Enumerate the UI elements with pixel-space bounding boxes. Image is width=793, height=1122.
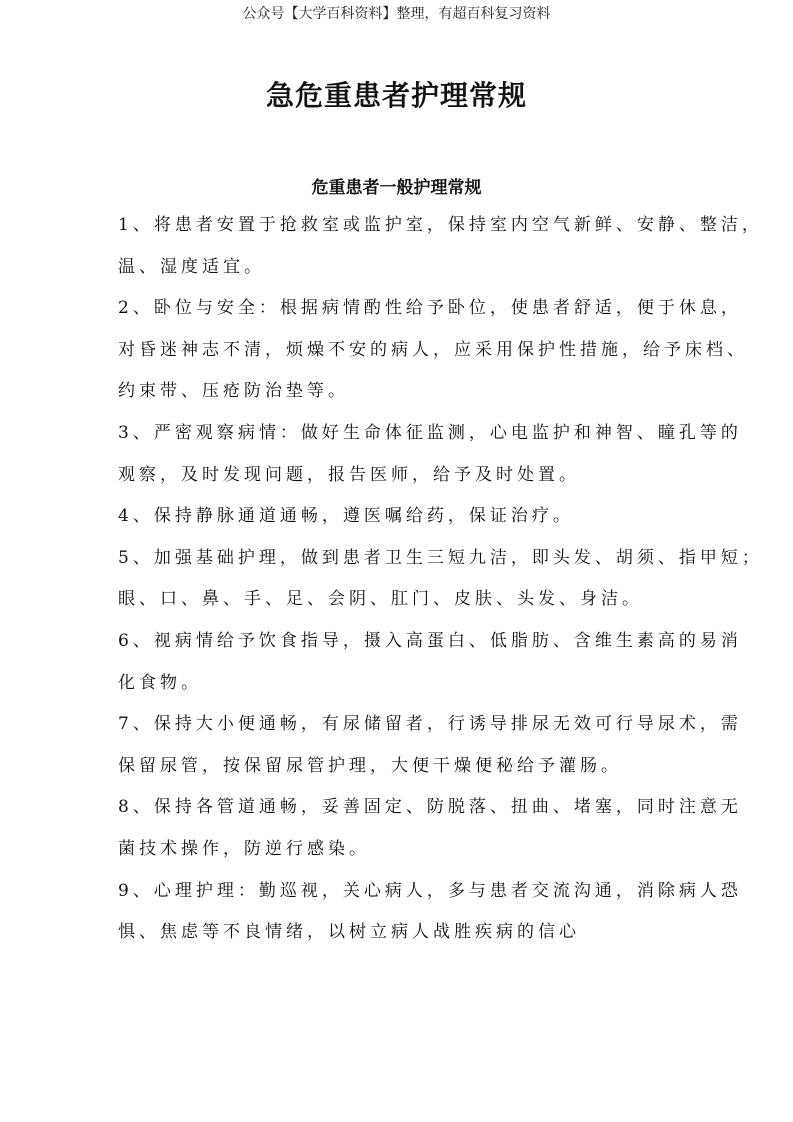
- document-title: 急危重患者护理常规: [265, 79, 527, 112]
- paragraph-line: 4、保持静脉通道通畅，遵医嘱给药，保证治疗。: [118, 506, 574, 527]
- section-title: 危重患者一般护理常规: [311, 178, 482, 198]
- paragraph-line: 保留尿管，按保留尿管护理，大便干燥便秘给予灌肠。: [118, 755, 622, 776]
- paragraph-line: 惧、焦虑等不良情绪，以树立病人战胜疾病的信心: [118, 922, 580, 943]
- paragraph-line: 温、湿度适宜。: [118, 256, 265, 277]
- paragraph-line: 1、将患者安置于抢救室或监护室，保持室内空气新鲜、安静、整洁，: [118, 215, 763, 235]
- paragraph-line: 2、卧位与安全：根据病情酌性给予卧位，使患者舒适，便于休息，: [118, 298, 742, 319]
- paragraph-line: 对昏迷神志不清，烦燥不安的病人，应采用保护性措施，给予床档、: [118, 339, 748, 360]
- paragraph-line: 观察，及时发现问题，报告医师，给予及时处置。: [118, 464, 580, 485]
- page-header: 公众号【大学百科资料】整理，有超百科复习资料: [242, 6, 551, 22]
- paragraph-line: 5、加强基础护理，做到患者卫生三短九洁，即头发、胡须、指甲短；: [118, 547, 763, 568]
- paragraph-line: 9、心理护理：勤巡视，关心病人，多与患者交流沟通，消除病人恐: [118, 880, 742, 901]
- paragraph-line: 6、视病情给予饮食指导，摄入高蛋白、低脂肪、含维生素高的易消: [118, 630, 742, 651]
- paragraph-line: 3、严密观察病情：做好生命体征监测，心电监护和神智、瞳孔等的: [118, 422, 742, 443]
- paragraph-line: 8、保持各管道通畅，妥善固定、防脱落、扭曲、堵塞，同时注意无: [118, 797, 742, 818]
- document-body: [118, 205, 763, 954]
- paragraph-line: 菌技术操作，防逆行感染。: [118, 838, 370, 859]
- paragraph-line: 7、保持大小便通畅，有尿储留者，行诱导排尿无效可行导尿术，需: [118, 714, 742, 735]
- paragraph-line: 约束带、压疮防治垫等。: [118, 381, 349, 402]
- paragraph-line: 眼、口、鼻、手、足、会阴、肛门、皮肤、头发、身洁。: [118, 589, 643, 610]
- paragraph-line: 化食物。: [118, 672, 202, 693]
